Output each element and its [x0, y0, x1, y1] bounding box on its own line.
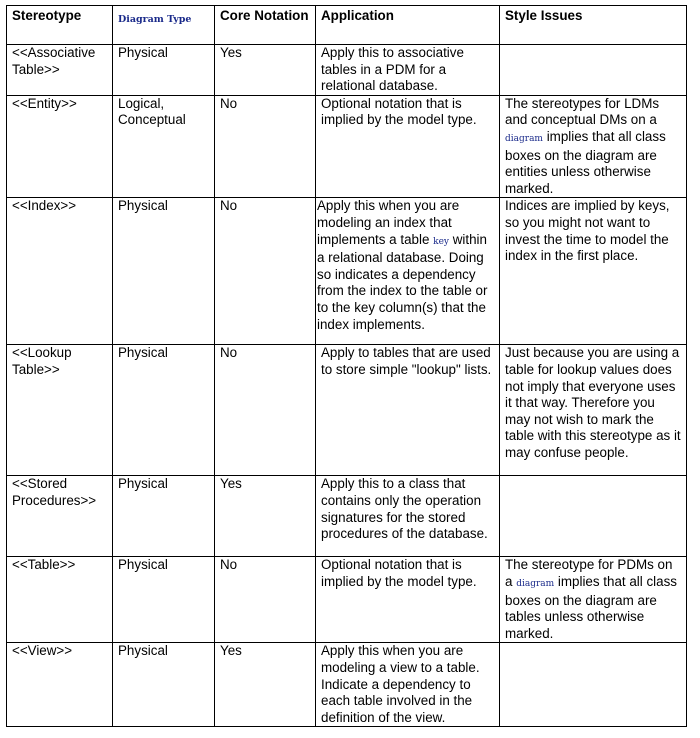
core-notation-cell: No [215, 198, 316, 345]
style-issues-cell: Just because you are using a table for lookup values does not imply that everyone uses it that way. Therefore you may not wish to mark the table with this stereotype as it may confuse people. [500, 345, 687, 476]
core-notation-cell: No [215, 95, 316, 198]
app-text-end: within a relational database. Doing so indicates a dependency from the index to the table or to the key column(s) that the index implements. [317, 231, 488, 332]
stereotype-cell: <<Table>> [7, 557, 113, 643]
style-text-start: The stereotype for PDMs on a [505, 557, 673, 589]
table-row [7, 345, 687, 476]
style-issues-cell [500, 45, 687, 96]
stereotype-table [6, 5, 687, 727]
header-style-issues: Style Issues [500, 6, 687, 45]
style-text-end: implies that all class boxes on the diagram are tables unless otherwise marked. [505, 573, 677, 641]
core-notation-cell: Yes [215, 643, 316, 727]
core-notation-cell: No [215, 557, 316, 643]
header-diagram-type-label: Diagram Type [118, 14, 192, 25]
key-term: key [433, 236, 449, 247]
table-row [7, 45, 687, 96]
style-issues-cell [500, 95, 687, 198]
app-text-start: Apply this when you are modeling an index that implements a table [317, 198, 460, 247]
application-cell: Optional notation that is implied by the model type. [316, 95, 500, 198]
header-core-notation: Core Notation [215, 6, 316, 45]
stereotype-cell: <<Entity>> [7, 95, 113, 198]
diagram-type-cell: Physical [113, 198, 215, 345]
table-row [7, 557, 687, 643]
core-notation-cell: Yes [215, 45, 316, 96]
diagram-type-cell: Physical [113, 45, 215, 96]
style-issues-cell [500, 557, 687, 643]
style-issues-cell [500, 643, 687, 727]
header-diagram-type [113, 6, 215, 45]
table-row [7, 643, 687, 727]
table-row [7, 476, 687, 557]
core-notation-cell: Yes [215, 476, 316, 557]
application-cell: Apply this to a class that contains only the operation signatures for the stored procedures of the database. [316, 476, 500, 557]
style-text-start: The stereotypes for LDMs and conceptual DMs on a [505, 95, 660, 128]
application-cell [316, 198, 500, 345]
stereotype-cell: <<Lookup Table>> [7, 345, 113, 476]
application-cell: Apply to tables that are used to store simple "lookup" lists. [316, 345, 500, 476]
application-cell: Apply this when you are modeling a view to a table. Indicate a dependency to each table involved in the definition of the view. [316, 643, 500, 727]
header-row [7, 6, 687, 45]
style-issues-cell: Indices are implied by keys, so you might not want to invest the time to model the index in the first place. [500, 198, 687, 345]
stereotype-cell: <<View>> [7, 643, 113, 727]
stereotype-cell: <<Index>> [7, 198, 113, 345]
diagram-type-cell: Physical [113, 476, 215, 557]
diagram-type-cell: Physical [113, 557, 215, 643]
style-issues-cell [500, 476, 687, 557]
diagram-type-cell: Physical [113, 643, 215, 727]
table-row [7, 198, 687, 345]
diagram-type-cell: Logical, Conceptual [113, 95, 215, 198]
header-stereotype: Stereotype [7, 6, 113, 45]
stereotype-cell: <<Stored Procedures>> [7, 476, 113, 557]
diagram-type-cell: Physical [113, 345, 215, 476]
stereotype-cell: <<Associative Table>> [7, 45, 113, 96]
header-application: Application [316, 6, 500, 45]
application-cell: Optional notation that is implied by the model type. [316, 557, 500, 643]
table-row [7, 95, 687, 198]
diagram-term: diagram [505, 133, 543, 144]
diagram-term: diagram [516, 578, 555, 589]
core-notation-cell: No [215, 345, 316, 476]
application-cell: Apply this to associative tables in a PDM for a relational database. [316, 45, 500, 96]
style-text-end: implies that all class boxes on the diagram are entities unless otherwise marked. [505, 128, 666, 196]
